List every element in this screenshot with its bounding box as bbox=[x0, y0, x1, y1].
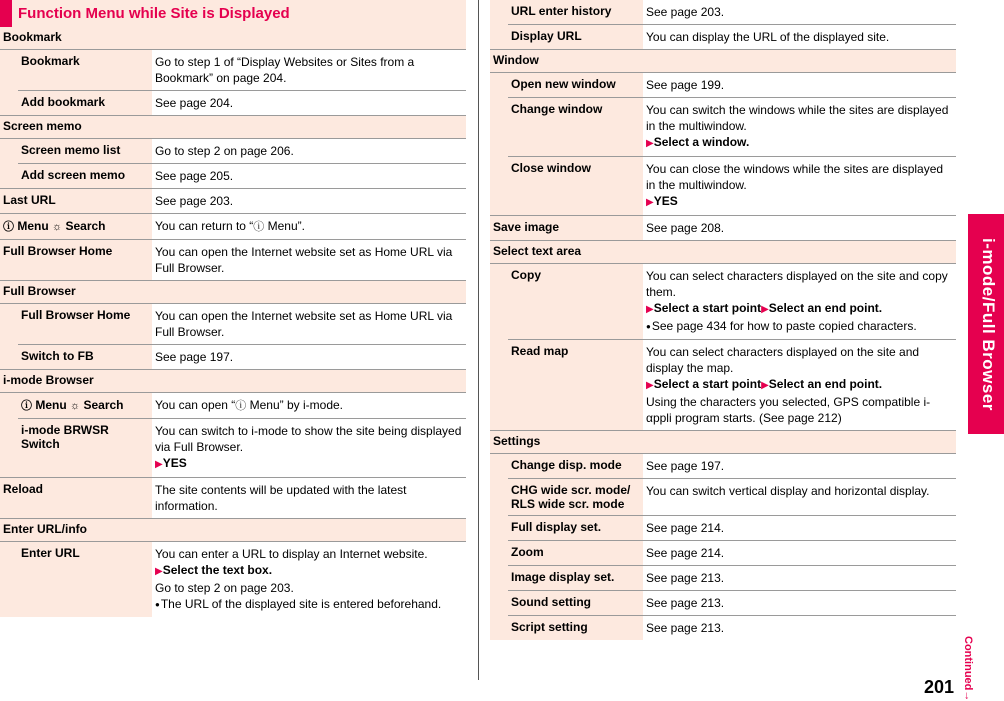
menu-row-chg-wide: CHG wide scr. mode/ RLS wide scr. mode You can switch vertical display and horizontal display. bbox=[508, 479, 956, 516]
menu-row-screen-memo-list: Screen memo list Go to step 2 on page 206. bbox=[18, 139, 466, 164]
menu-row-open-new-window: Open new window See page 199. bbox=[508, 73, 956, 98]
side-tab-label: i-mode/Full Browser bbox=[979, 238, 998, 411]
step-arrow-icon: ▶ bbox=[761, 379, 769, 391]
column-divider bbox=[478, 0, 479, 680]
search-icon: ☼ bbox=[70, 400, 81, 412]
menu-row-bookmark: Bookmark Go to step 1 of “Display Websites or Sites from a Bookmark” on page 204. bbox=[18, 50, 466, 91]
menu-row-imb-menu-search: ⓘ Menu ☼ Search You can open “ⓘ Menu” by i-mode. bbox=[18, 393, 466, 419]
step-arrow-icon: ▶ bbox=[155, 566, 163, 577]
group-select-text-area: Select text area Copy You can select characters displayed on the site and copy them. ▶Select a start point▶Select an end point. ● See page 434 for how to paste copied characters. Read map You can select characters displayed on the site and display the map. ▶Select a start point▶Select an end point. Using the characters you selected, GPS compatible i-αppli program starts. (See page 212) bbox=[490, 241, 956, 431]
search-icon: ☼ bbox=[52, 221, 63, 233]
group-full-browser: Full Browser Full Browser Home You can open the Internet website set as Home URL via Full Browser. Switch to FB See page 197. bbox=[0, 281, 466, 370]
menu-row-image-display-set: Image display set. See page 213. bbox=[508, 566, 956, 591]
menu-row-script-setting: Script setting See page 213. bbox=[508, 616, 956, 640]
right-column bbox=[490, 0, 956, 640]
menu-row-change-disp-mode: Change disp. mode See page 197. bbox=[508, 454, 956, 479]
group-bookmark bbox=[0, 27, 466, 116]
menu-row-full-display-set: Full display set. See page 214. bbox=[508, 516, 956, 541]
menu-row-copy: Copy You can select characters displayed on the site and copy them. ▶Select a start point▶Select an end point. ● See page 434 for how to paste copied characters. bbox=[508, 264, 956, 340]
menu-row-zoom: Zoom See page 214. bbox=[508, 541, 956, 566]
group-window: Window Open new window See page 199. Change window You can switch the windows while the sites are displayed in the multiwindow. ▶Select a window. Close window You can close the windows while the sites are displayed in the multiwindow. ▶YES bbox=[490, 50, 956, 216]
menu-row-close-window: Close window You can close the windows while the sites are displayed in the multiwindow. ▶YES bbox=[508, 157, 956, 215]
group-enter-url-info: Enter URL/info Enter URL You can enter a URL to display an Internet website. ▶Select the text box. Go to step 2 on page 203. ● The URL of the displayed site is entered beforehand. bbox=[0, 519, 466, 617]
menu-row-display-url: Display URL You can display the URL of the displayed site. bbox=[508, 25, 956, 49]
menu-row-sound-setting: Sound setting See page 213. bbox=[508, 591, 956, 616]
menu-row-enter-url: Enter URL You can enter a URL to display an Internet website. ▶Select the text box. Go to step 2 on page 203. ● The URL of the displayed site is entered beforehand. bbox=[18, 542, 466, 617]
left-column bbox=[0, 0, 466, 617]
menu-row-change-window: Change window You can switch the windows while the sites are displayed in the multiwindow. ▶Select a window. bbox=[508, 98, 956, 157]
menu-row-url-enter-history: URL enter history See page 203. bbox=[508, 0, 956, 25]
imenu-icon: ⓘ bbox=[21, 400, 32, 412]
step-arrow-icon: ▶ bbox=[646, 379, 654, 391]
imenu-icon: ⓘ bbox=[253, 221, 265, 233]
menu-row-imenu-search: ⓘ Menu ☼ Search You can return to “ⓘ Menu”. bbox=[0, 214, 466, 240]
group-imode-browser: i-mode Browser ⓘ Menu ☼ Search You can open “ⓘ Menu” by i-mode. i-mode BRWSR Switch You can switch to i-mode to show the site being displayed via Full Browser. ▶YES bbox=[0, 370, 466, 478]
menu-row-add-bookmark: Add bookmark See page 204. bbox=[18, 91, 466, 115]
group-settings: Settings Change disp. mode See page 197. CHG wide scr. mode/ RLS wide scr. mode You can switch vertical display and horizontal display. Full display set. See page 214. Zoom See page 214. Image display set. See page 213. Sound setting See page 213. Script setting See page 213. bbox=[490, 431, 956, 640]
page-number: 201 bbox=[924, 677, 955, 697]
menu-row-add-screen-memo: Add screen memo See page 205. bbox=[18, 164, 466, 188]
group-screen-memo: Screen memo Screen memo list Go to step 2 on page 206. Add screen memo See page 205. bbox=[0, 116, 466, 189]
menu-row-full-browser-home: Full Browser Home You can open the Internet website set as Home URL via Full Browser. bbox=[0, 240, 466, 281]
imenu-icon: ⓘ bbox=[3, 221, 14, 233]
menu-row-fb-home: Full Browser Home You can open the Internet website set as Home URL via Full Browser. bbox=[18, 304, 466, 345]
step-arrow-icon: ▶ bbox=[646, 304, 654, 315]
menu-row-save-image: Save image See page 208. bbox=[490, 216, 956, 241]
step-arrow-icon: ▶ bbox=[646, 138, 654, 149]
imenu-icon: ⓘ bbox=[235, 400, 247, 412]
menu-row-switch-to-fb: Switch to FB See page 197. bbox=[18, 345, 466, 369]
step-arrow-icon: ▶ bbox=[155, 459, 163, 470]
section-title: Function Menu while Site is Displayed bbox=[0, 0, 466, 27]
menu-row-imode-brwsr-switch: i-mode BRWSR Switch You can switch to i-mode to show the site being displayed via Full Browser. ▶YES bbox=[18, 419, 466, 477]
step-arrow-icon: ▶ bbox=[646, 197, 654, 208]
group-label: Bookmark bbox=[0, 27, 466, 50]
step-arrow-icon: ▶ bbox=[761, 304, 769, 315]
menu-row-reload: Reload The site contents will be updated with the latest information. bbox=[0, 478, 466, 519]
menu-row-read-map: Read map You can select characters displayed on the site and display the map. ▶Select a start point▶Select an end point. Using the characters you selected, GPS compatible i-αppli program starts. (See page 212) bbox=[508, 340, 956, 430]
continued-label: Continued→ bbox=[962, 636, 974, 701]
menu-row-last-url: Last URL See page 203. bbox=[0, 189, 466, 214]
